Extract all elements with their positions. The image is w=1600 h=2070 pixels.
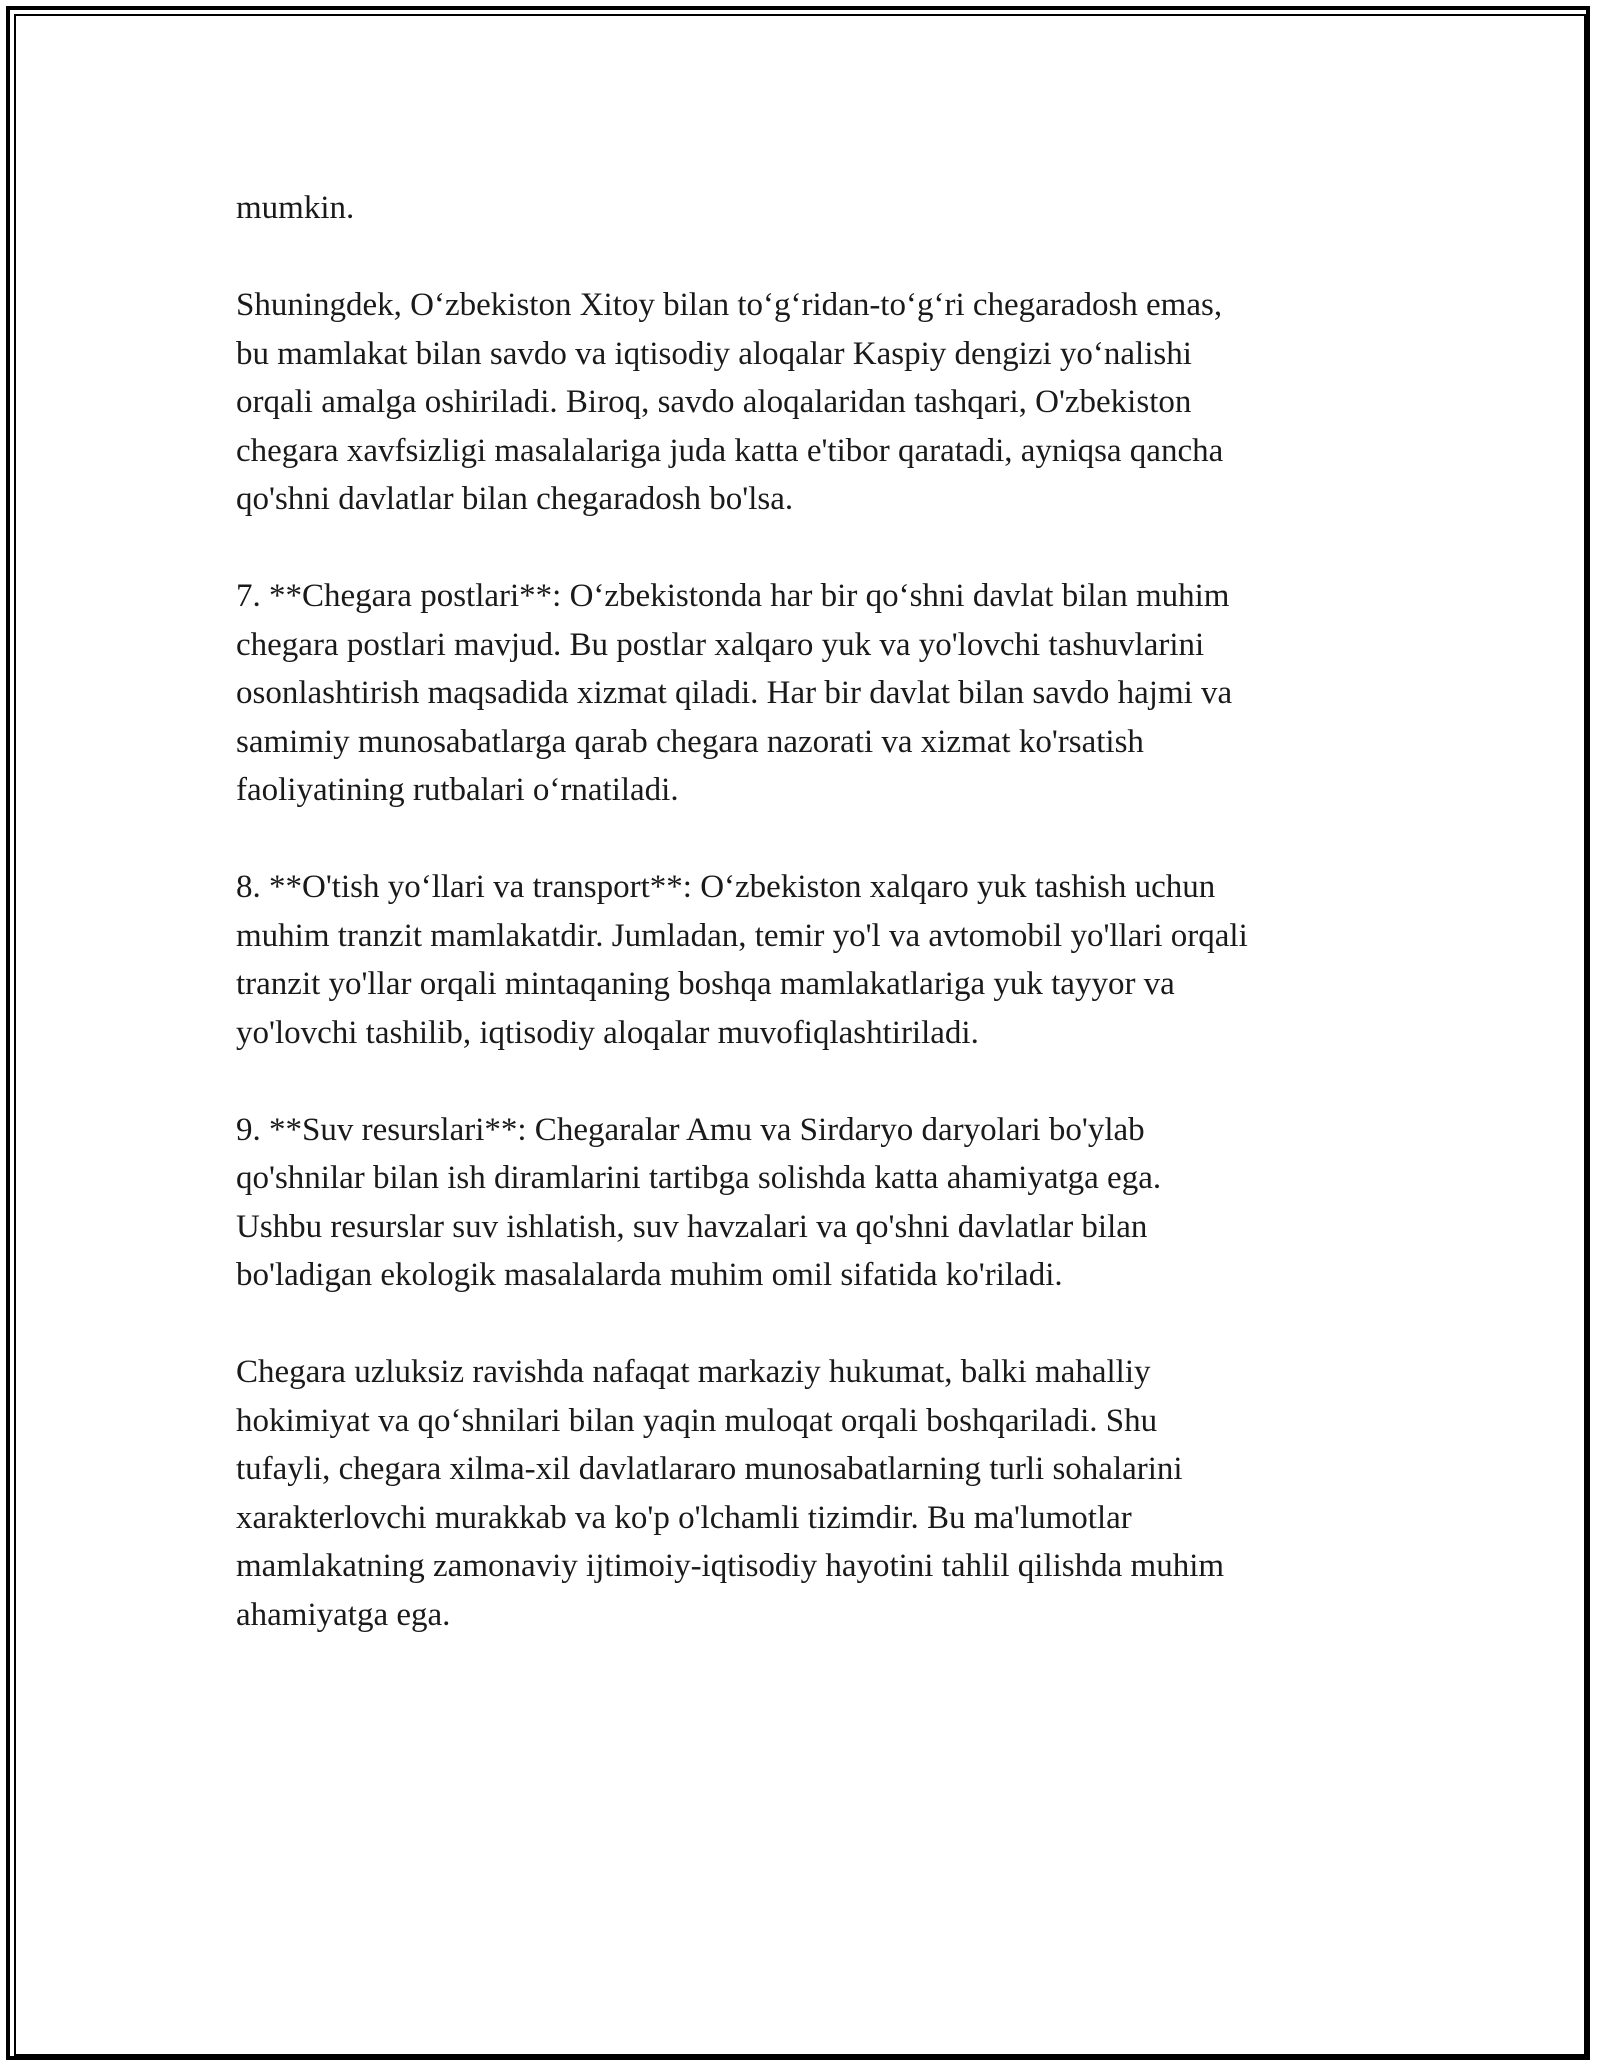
paragraph-water-resources: 9. **Suv resurslari**: Chegaralar Amu va Sirdaryo daryolari bo'ylab qo'shnilar bilan ish diramlarini tartibga solishda katta ahamiyatga ega. Ushbu resurslar suv ishlatish, suv havzalari va qo'shni davlatlar bilan bo'ladigan ekologik masalalarda muhim omil sifatida ko'riladi. [236, 1111, 1162, 1293]
paragraph-transit-transport: 8. **O'tish yo‘llari va transport**: O‘zbekiston xalqaro yuk tashish uchun muhim tranzit mamlakatdir. Jumladan, temir yo'l va avtomobil yo'llari orqali tranzit yo'llar orqali mintaqaning boshqa mamlakatlariga yuk tayyor va yo'lovchi tashilib, iqtisodiy aloqalar muvofiqlashtiriladi. [236, 869, 1248, 1051]
paragraph-conclusion: Chegara uzluksiz ravishda nafaqat markaziy hukumat, balki mahalliy hokimiyat va qo‘shnilari bilan yaqin muloqat orqali boshqariladi. Shu tufayli, chegara xilma-xil davlatlararo munosabatlarning turli sohalarini xarakterlovchi murakkab va ko'p o'lchamli tizimdir. Bu ma'lumotlar mamlakatning zamonaviy ijtimoiy-iqtisodiy hayotini tahlil qilishda muhim ahamiyatga ega. [236, 1354, 1225, 1633]
paragraph-china-trade: Shuningdek, O‘zbekiston Xitoy bilan to‘g‘ridan-to‘g‘ri chegaradosh emas, bu mamlakat bilan savdo va iqtisodiy aloqalar Kaspiy dengizi yo‘nalishi orqali amalga oshiriladi. Biroq, savdo aloqalaridan tashqari, O'zbekiston chegara xavfsizligi masalalariga juda katta e'tibor qaratadi, ayniqsa qancha qo'shni davlatlar bilan chegaradosh bo'lsa. [236, 287, 1224, 517]
paragraph-continuation: mumkin. [236, 190, 355, 226]
paragraph-border-posts: 7. **Chegara postlari**: O‘zbekistonda har bir qo‘shni davlat bilan muhim chegara postlari mavjud. Bu postlar xalqaro yuk va yo'lovchi tashuvlarini osonlashtirish maqsadida xizmat qiladi. Har bir davlat bilan savdo hajmi va samimiy munosabatlarga qarab chegara nazorati va xizmat ko'rsatish faoliyatining rutbalari o‘rnatiladi. [236, 578, 1233, 808]
document-body [236, 184, 1376, 1688]
